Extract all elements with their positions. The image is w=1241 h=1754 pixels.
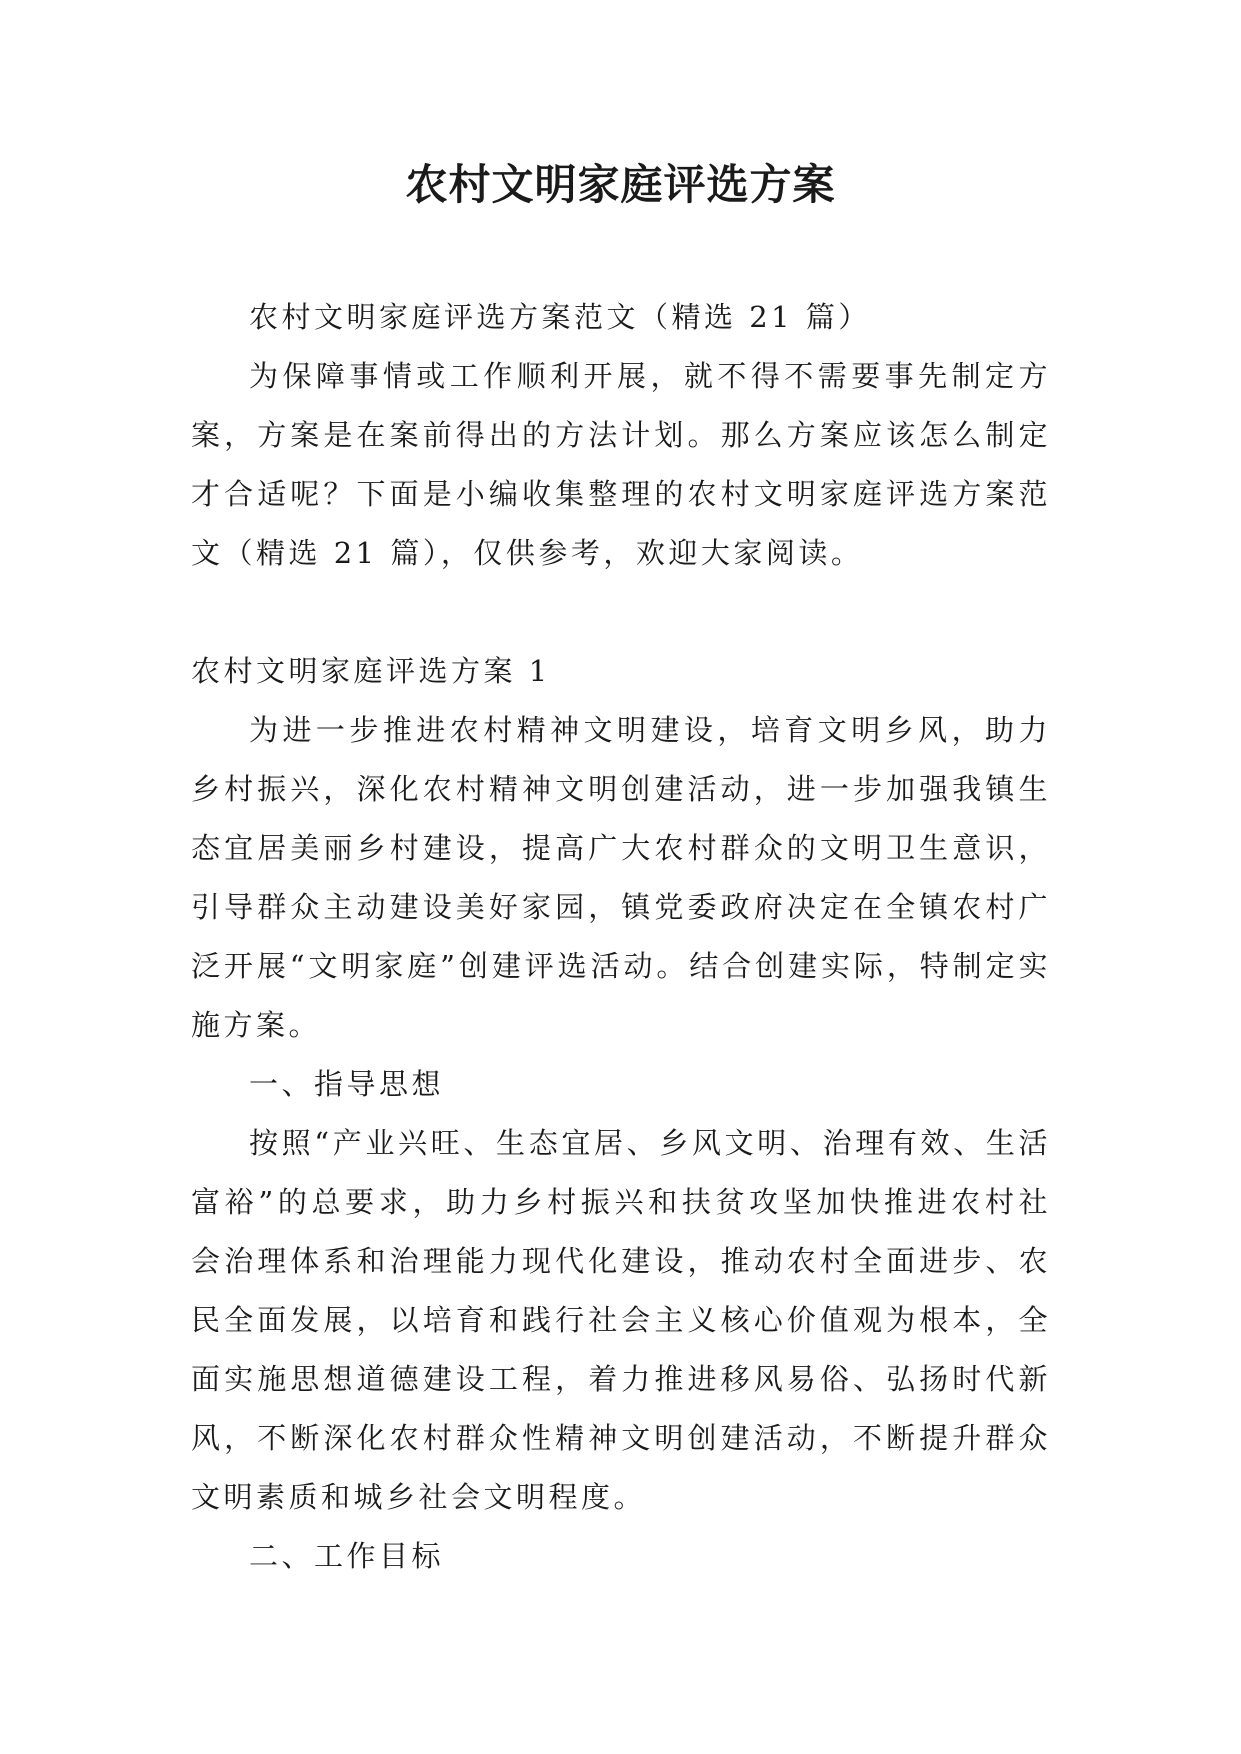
plan-1-intro-paragraph: 为进一步推进农村精神文明建设，培育文明乡风，助力乡村振兴，深化农村精神文明创建活动，进一步加强我镇生态宜居美丽乡村建设，提高广大农村群众的文明卫生意识，引导群众主动建设美好家园，镇党委政府决定在全镇农村广泛开展“文明家庭”创建评选活动。结合创建实际，特制定实施方案。 bbox=[191, 713, 1051, 1042]
document-title: 农村文明家庭评选方案 bbox=[405, 160, 836, 209]
heading-work-goals: 二、工作目标 bbox=[249, 1539, 445, 1573]
heading-guiding-thought: 一、指导思想 bbox=[249, 1067, 445, 1101]
intro-paragraph: 为保障事情或工作顺利开展，就不得不需要事先制定方案，方案是在案前得出的方法计划。那么方案应该怎么制定才合适呢？下面是小编收集整理的农村文明家庭评选方案范文（精选 21 篇），仅供参考，欢迎大家阅读。 bbox=[191, 359, 1051, 570]
section-heading-plan-1: 农村文明家庭评选方案 1 bbox=[191, 654, 551, 688]
document-body bbox=[191, 288, 1051, 1586]
subtitle-paragraph: 农村文明家庭评选方案范文（精选 21 篇） bbox=[249, 300, 871, 334]
guiding-thought-paragraph: 按照“产业兴旺、生态宜居、乡风文明、治理有效、生活富裕”的总要求，助力乡村振兴和扶贫攻坚加快推进农村社会治理体系和治理能力现代化建设，推动农村全面进步、农民全面发展，以培育和践行社会主义核心价值观为根本，全面实施思想道德建设工程，着力推进移风易俗、弘扬时代新风，不断深化农村群众性精神文明创建活动，不断提升群众文明素质和城乡社会文明程度。 bbox=[191, 1126, 1051, 1514]
